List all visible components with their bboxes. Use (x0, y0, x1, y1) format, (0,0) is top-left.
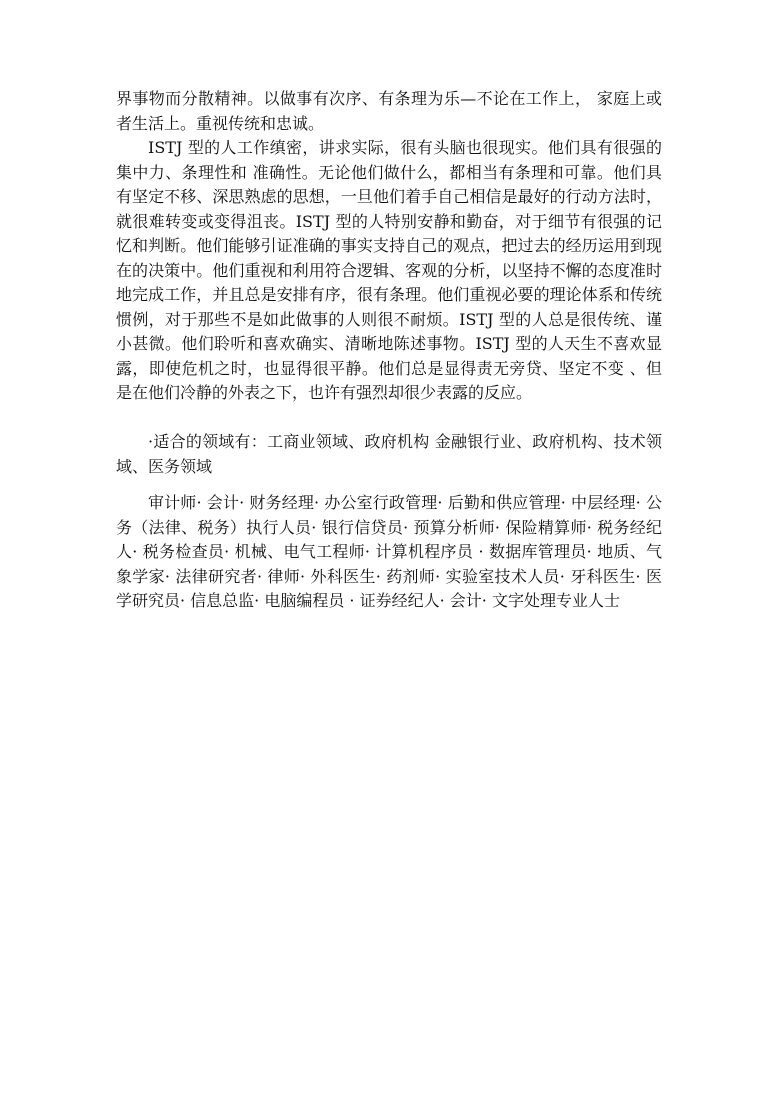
paragraph-continued: 界事物而分散精神。以做事有次序、有条理为乐—不论在工作上， 家庭上或者生活上。重视传统和忠诚。 (116, 89, 662, 133)
paragraph-istj-description: ISTJ 型的人工作缜密，讲求实际，很有头脑也很现实。他们具有很强的集中力、条理性和 准确性。无论他们做什么，都相当有条理和可靠。他们具有坚定不移、深思熟虑的思想，一旦他们着手自己相信是最好的行动方法时，就很难转变或变得沮丧。ISTJ 型的人特别安静和勤奋，对于细节有很强的记忆和判断。他们能够引证准确的事实支持自己的观点，把过去的经历运用到现在的决策中。他们重视和利用符合逻辑、客观的分析，以坚持不懈的态度准时地完成工作，并且总是安排有序，很有条理。他们重视必要的理论体系和传统 惯例，对于那些不是如此做事的人则很不耐烦。ISTJ 型的人总是很传统、谨小甚微。他们聆听和喜欢确实、清晰地陈述事物。ISTJ 型的人天生不喜欢显露，即使危机之时，也显得很平静。他们总是显得责无旁贷、坚定不变 、但是在他们冷静的外表之下，也许有强烈却很少表露的反应。 (116, 138, 662, 402)
paragraph-career-list: 审计师· 会计· 财务经理· 办公室行政管理· 后勤和供应管理· 中层经理· 公务（法律、税务）执行人员· 银行信贷员· 预算分析师· 保险精算师· 税务经纪人· 税务检查员· 机械、电气工程师· 计算机程序员 · 数据库管理员· 地质、气象学家· 法律研究者· 律师· 外科医生· 药剂师· 实验室技术人员· 牙科医生· 医学研究员· 信息总监· 电脑编程员 · 证券经纪人· 会计· 文字处理专业人士 (116, 493, 662, 610)
paragraph-suitable-fields: ·适合的领域有：工商业领域、政府机构 金融银行业、政府机构、技术领域、医务领域 (116, 432, 662, 476)
